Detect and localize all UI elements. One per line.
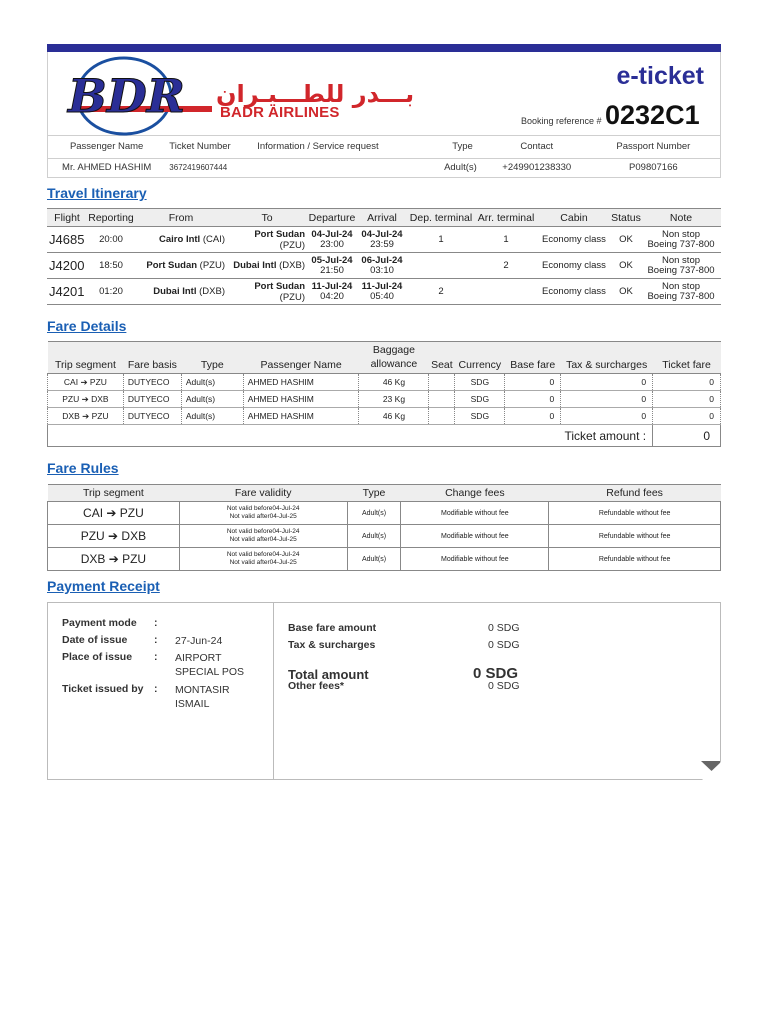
total-amount-value: 0 SDG [473,665,519,682]
other-fees-label: Other fees* [288,680,345,692]
col-passenger-name: Passenger Name [48,136,166,158]
section-title-fare-details: Fare Details [47,318,127,334]
tax-value: 0 SDG [488,639,520,651]
table-row: PZU ➔ DXB DUTYECO Adult(s) AHMED HASHIM 23 Kg SDG 0 0 0 [48,391,721,408]
svg-text:BDR: BDR [68,69,185,123]
total-amount-label: Total amount [288,667,369,682]
col-baggage: Baggage allowance [359,342,429,374]
tax-label: Tax & surcharges [288,639,376,651]
table-row: CAI ➔ PZU DUTYECO Adult(s) AHMED HASHIM 46 Kg SDG 0 0 0 [48,374,721,391]
document-title: e-ticket [616,62,704,90]
col-contact: Contact [487,136,587,158]
col-passport: Passport Number [587,136,721,158]
base-fare-label: Base fare amount [288,622,377,634]
fare-rules-table: Trip segment Fare validity Type Change fees Refund fees CAI ➔ PZU Not valid before04-Jul-24 Not valid after04-Jul-25 Adult(s) Modifiable without fee Refundable without fee PZU ➔ DXB Not valid before04-Jul-24 Not valid after04-Jul-25 Adult(s) Modifiable without fee Refundable without fee DXB ➔ PZU Not valid before04-Jul-24 Not valid after04-Jul-25 Adult(s) Modifiable without fee Refundable without fee [47,484,721,571]
ticket-amount-row [48,425,721,447]
table-row: J4201 01:20 Dubai Intl (DXB) Port Sudan (PZU) 11-Jul-24 04:20 11-Jul-24 05:40 2 Economy class OK Non stop Boeing 737-800 [47,279,721,305]
ticket-issued-by-label: Ticket issued by [62,683,144,695]
col-information: Information / Service request [257,136,427,158]
itinerary-table: Flight Reporting From To Departure Arrival Dep. terminal Arr. terminal Cabin Status Note J4685 20:00 Cairo Intl (CAI) Port Sudan (PZU) 04-Jul-24 23:00 04-Jul-24 23:59 1 1 Economy class OK Non stop Boeing 737-800 J4200 18:50 Port Sudan (PZU) Dubai Intl (DXB) 05-Jul-24 21:50 06-Jul-24 03:10 2 Economy class OK Non stop Boeing 737-800 J4201 01:20 Dubai Intl (DXB) Port Sudan (PZU) 11-Jul-24 04:20 11-Jul-24 05:40 2 Economy class OK Non stop Boeing 737-800 [47,208,721,305]
base-fare-value: 0 SDG [488,622,520,634]
table-row: PZU ➔ DXB Not valid before04-Jul-24 Not valid after04-Jul-25 Adult(s) Modifiable without fee Refundable without fee [48,525,721,548]
table-row: CAI ➔ PZU Not valid before04-Jul-24 Not valid after04-Jul-25 Adult(s) Modifiable without fee Refundable without fee [48,502,721,525]
date-of-issue-value: 27-Jun-24 [175,635,223,647]
table-row: DXB ➔ PZU DUTYECO Adult(s) AHMED HASHIM 46 Kg SDG 0 0 0 [48,408,721,425]
ticket-header [47,52,721,136]
table-row: DXB ➔ PZU Not valid before04-Jul-24 Not valid after04-Jul-25 Adult(s) Modifiable without fee Refundable without fee [48,548,721,571]
divider [273,603,274,779]
date-of-issue-label: Date of issue [62,634,128,646]
section-title-fare-rules: Fare Rules [47,460,119,476]
table-row: J4200 18:50 Port Sudan (PZU) Dubai Intl (DXB) 05-Jul-24 21:50 06-Jul-24 03:10 2 Economy class OK Non stop Boeing 737-800 [47,253,721,279]
passenger-table [47,136,721,178]
payment-receipt-box: Payment mode : Date of issue : 27-Jun-24 Place of issue : AIRPORT SPECIAL POS Ticket issued by : MONTASIR ISMAIL Base fare amount 0 SDG Tax & surcharges 0 SDG Total amount 0 SDG Other fees* 0 SDG [47,602,721,780]
ticket-issued-by-value: MONTASIR ISMAIL [175,684,230,710]
other-fees-value: 0 SDG [488,680,520,692]
top-accent-bar [47,44,721,52]
booking-reference: 0232C1 [605,100,700,130]
brand-name-arabic: بـــدر للطـــيـران [216,80,415,108]
fare-details-table: Trip segment Fare basis Type Passenger Name Baggage allowance Seat Currency Base fare Tax & surcharges Ticket fare CAI ➔ PZU DUTYECO Adult(s) AHMED HASHIM 46 Kg SDG 0 0 0 PZU ➔ DXB DUTYECO Adult(s) AHMED HASHIM 23 Kg SDG 0 0 0 DXB ➔ PZU DUTYECO Adult(s) AHMED HASHIM 46 Kg SDG 0 0 0 Ticket amount : 0 [47,341,721,447]
booking-reference-label: Booking reference # [521,116,602,126]
place-of-issue-label: Place of issue [62,651,133,663]
ticket-amount-label: Ticket amount : [48,425,653,447]
payment-mode-label: Payment mode [62,617,137,629]
ticket-amount-value: 0 [653,425,721,447]
section-title-itinerary: Travel Itinerary [47,185,147,201]
table-row: Mr. AHMED HASHIM 3672419607444 Adult(s) +249901238330 P09807166 [48,158,721,177]
brand-name-english: BADR AIRLINES [220,104,340,121]
table-row: J4685 20:00 Cairo Intl (CAI) Port Sudan (PZU) 04-Jul-24 23:00 04-Jul-24 23:59 1 1 Economy class OK Non stop Boeing 737-800 [47,227,721,253]
place-of-issue-value: AIRPORT SPECIAL POS [175,652,245,678]
section-title-payment-receipt: Payment Receipt [47,578,160,594]
col-type: Type [427,136,487,158]
col-ticket-number: Ticket Number [165,136,257,158]
